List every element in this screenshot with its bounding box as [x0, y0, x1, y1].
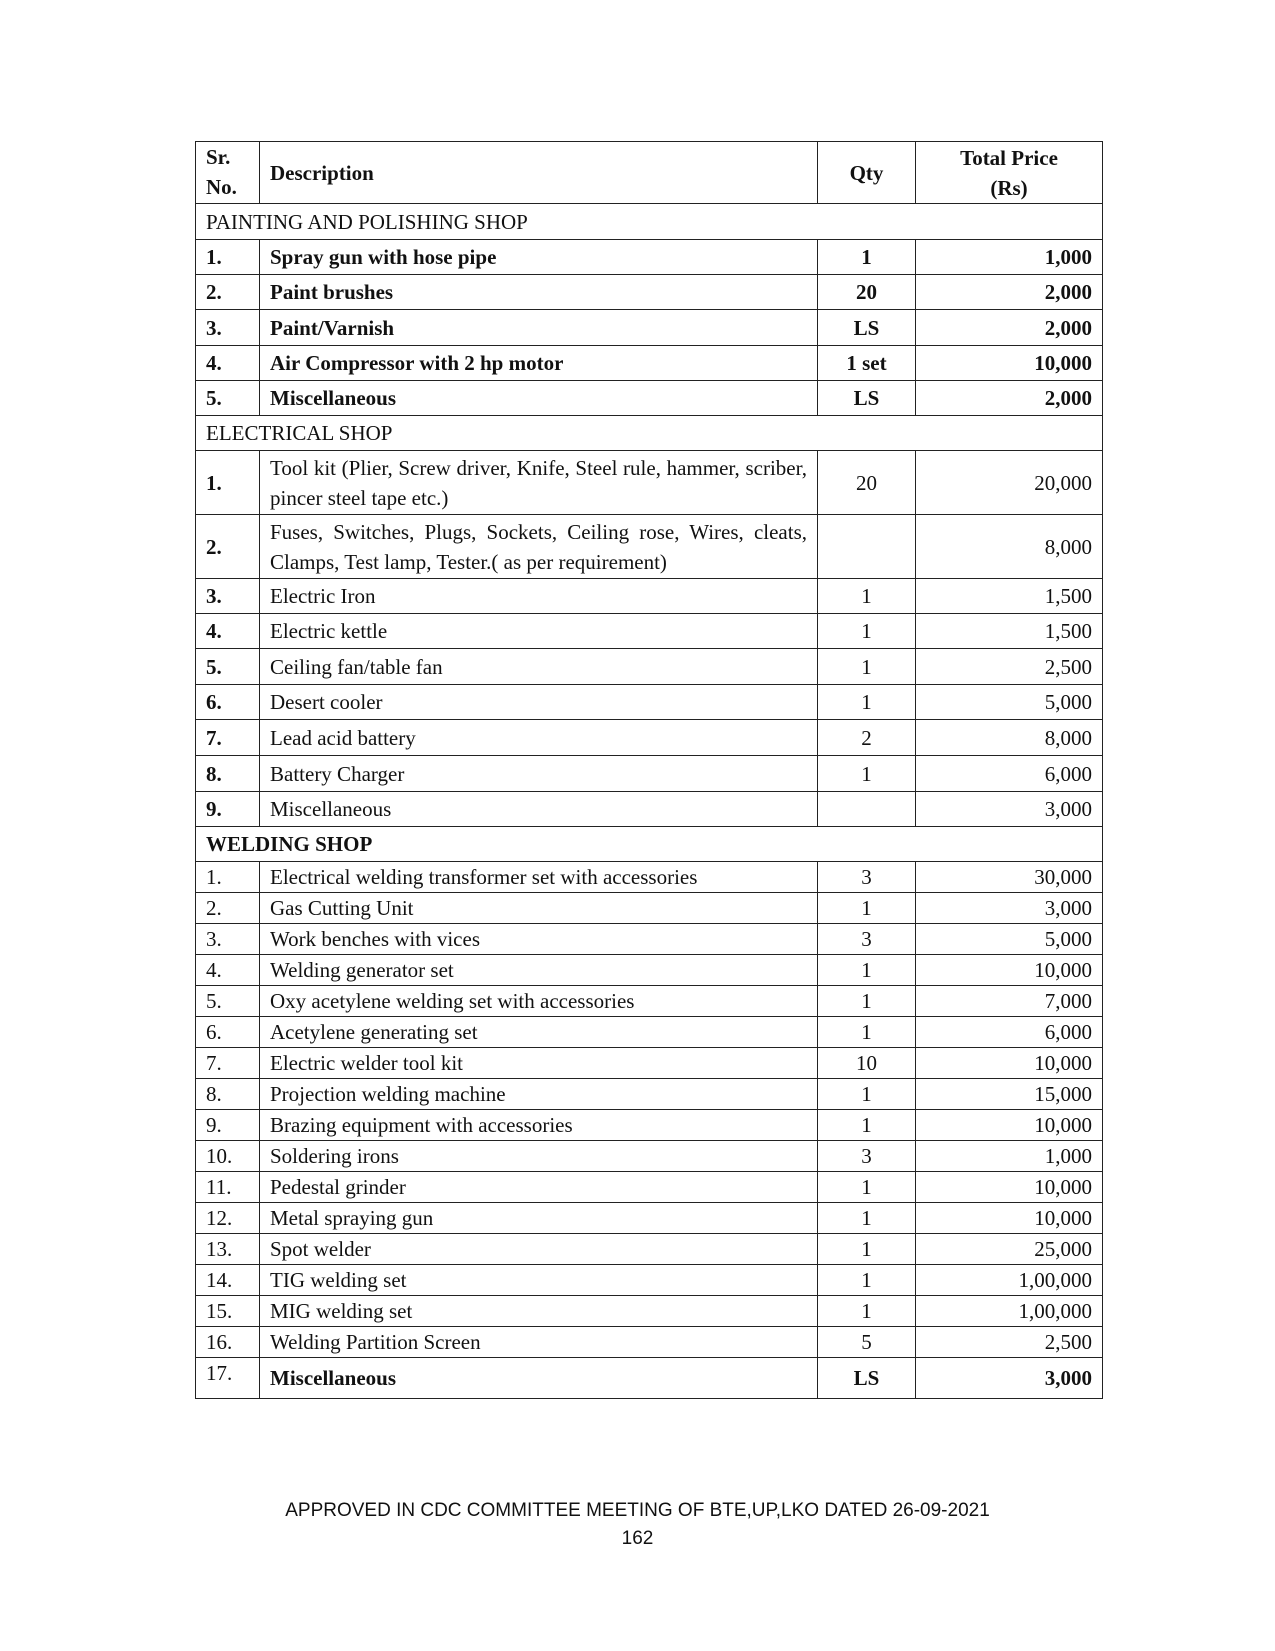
qty-cell: [818, 792, 916, 827]
qty-cell: 1: [818, 1234, 916, 1265]
price-cell: 15,000: [916, 1079, 1103, 1110]
table-row: [196, 515, 1103, 579]
sr-cell: 9.: [196, 1110, 260, 1141]
sr-cell: 7.: [196, 720, 260, 756]
description-cell: Soldering irons: [260, 1141, 818, 1172]
price-cell: 1,00,000: [916, 1296, 1103, 1327]
sr-cell: 4.: [196, 346, 260, 381]
price-cell: 7,000: [916, 986, 1103, 1017]
price-cell: 10,000: [916, 1048, 1103, 1079]
qty-cell: 1: [818, 649, 916, 685]
table-row: [196, 1017, 1103, 1048]
price-cell: 8,000: [916, 720, 1103, 756]
price-cell: 5,000: [916, 924, 1103, 955]
sr-cell: 2.: [196, 515, 260, 579]
table-row: [196, 346, 1103, 381]
qty-cell: 10: [818, 1048, 916, 1079]
description-cell: Gas Cutting Unit: [260, 893, 818, 924]
qty-cell: 20: [818, 275, 916, 310]
qty-cell: 1: [818, 1296, 916, 1327]
table-row: [196, 614, 1103, 649]
price-cell: 10,000: [916, 955, 1103, 986]
table-row: [196, 756, 1103, 792]
description-cell: Battery Charger: [260, 756, 818, 792]
price-cell: 2,000: [916, 381, 1103, 416]
description-cell: Oxy acetylene welding set with accessories: [260, 986, 818, 1017]
price-cell: 6,000: [916, 756, 1103, 792]
qty-cell: 1: [818, 1079, 916, 1110]
description-cell: Acetylene generating set: [260, 1017, 818, 1048]
table-row: [196, 862, 1103, 893]
description-cell: Miscellaneous: [260, 381, 818, 416]
description-cell: Brazing equipment with accessories: [260, 1110, 818, 1141]
table-row: [196, 1110, 1103, 1141]
description-cell: Electrical welding transformer set with accessories: [260, 862, 818, 893]
section-row: [196, 827, 1103, 862]
sr-cell: 15.: [196, 1296, 260, 1327]
welding-rows: [196, 862, 1103, 1399]
qty-header: Qty: [818, 142, 916, 204]
description-cell: Metal spraying gun: [260, 1203, 818, 1234]
sr-no-header-line1: Sr.: [206, 145, 231, 169]
price-cell: 2,000: [916, 310, 1103, 346]
description-cell: Paint/Varnish: [260, 310, 818, 346]
section-row: [196, 204, 1103, 240]
table-row: [196, 1079, 1103, 1110]
qty-cell: 2: [818, 720, 916, 756]
table-row: [196, 1234, 1103, 1265]
qty-cell: 1: [818, 955, 916, 986]
sr-cell: 1.: [196, 240, 260, 275]
qty-cell: 1: [818, 1110, 916, 1141]
total-price-header-line2: (Rs): [990, 175, 1028, 200]
sr-cell: 10.: [196, 1141, 260, 1172]
qty-cell: 3: [818, 924, 916, 955]
qty-cell: 1 set: [818, 346, 916, 381]
sr-cell: 11.: [196, 1172, 260, 1203]
table-row: [196, 1265, 1103, 1296]
table-row: [196, 1172, 1103, 1203]
table-row: [196, 893, 1103, 924]
qty-cell: 1: [818, 614, 916, 649]
table-row: [196, 685, 1103, 720]
qty-cell: 3: [818, 1141, 916, 1172]
sr-cell: 17.: [196, 1358, 260, 1399]
table-row: [196, 1296, 1103, 1327]
sr-cell: 12.: [196, 1203, 260, 1234]
section-title-painting: PAINTING AND POLISHING SHOP: [196, 204, 1103, 240]
price-cell: 30,000: [916, 862, 1103, 893]
sr-cell: 2.: [196, 893, 260, 924]
description-cell: MIG welding set: [260, 1296, 818, 1327]
sr-cell: 7.: [196, 1048, 260, 1079]
price-cell: 1,000: [916, 1141, 1103, 1172]
sr-cell: 3.: [196, 310, 260, 346]
table-row: [196, 720, 1103, 756]
price-cell: 10,000: [916, 1203, 1103, 1234]
table-row: [196, 310, 1103, 346]
description-cell: Paint brushes: [260, 275, 818, 310]
sr-cell: 1.: [196, 862, 260, 893]
description-cell: Spray gun with hose pipe: [260, 240, 818, 275]
sr-cell: 8.: [196, 1079, 260, 1110]
description-cell: Electric kettle: [260, 614, 818, 649]
price-cell: 1,000: [916, 240, 1103, 275]
sr-cell: 13.: [196, 1234, 260, 1265]
sr-cell: 5.: [196, 986, 260, 1017]
sr-no-header-line2: No.: [206, 175, 237, 199]
sr-cell: 4.: [196, 955, 260, 986]
sr-cell: 6.: [196, 1017, 260, 1048]
description-cell: Lead acid battery: [260, 720, 818, 756]
sr-cell: 9.: [196, 792, 260, 827]
price-cell: 3,000: [916, 1358, 1103, 1399]
section-title-electrical: ELECTRICAL SHOP: [196, 416, 1103, 451]
description-cell: Welding generator set: [260, 955, 818, 986]
sr-cell: 2.: [196, 275, 260, 310]
total-price-header-line1: Total Price: [960, 145, 1058, 170]
description-cell: Tool kit (Plier, Screw driver, Knife, Steel rule, hammer, scriber, pincer steel tape etc.): [260, 451, 818, 515]
qty-cell: 1: [818, 685, 916, 720]
sr-cell: 3.: [196, 579, 260, 614]
table-row: [196, 1048, 1103, 1079]
qty-cell: 20: [818, 451, 916, 515]
table-row: [196, 275, 1103, 310]
table-row: [196, 1203, 1103, 1234]
table-row: [196, 924, 1103, 955]
price-cell: 10,000: [916, 1110, 1103, 1141]
price-cell: 1,500: [916, 614, 1103, 649]
description-cell: Projection welding machine: [260, 1079, 818, 1110]
page-footer: [0, 1497, 1275, 1553]
qty-cell: LS: [818, 310, 916, 346]
qty-cell: 1: [818, 1172, 916, 1203]
equipment-table: [195, 141, 1103, 1399]
approval-note: APPROVED IN CDC COMMITTEE MEETING OF BTE,UP,LKO DATED 26-09-2021: [285, 1500, 990, 1521]
table-row: [196, 1327, 1103, 1358]
price-cell: 2,500: [916, 649, 1103, 685]
qty-cell: 3: [818, 862, 916, 893]
section-row: [196, 416, 1103, 451]
sr-no-header: [196, 142, 260, 204]
section-title-welding: WELDING SHOP: [196, 827, 1103, 862]
qty-cell: 1: [818, 1265, 916, 1296]
price-cell: 5,000: [916, 685, 1103, 720]
description-header: Description: [260, 142, 818, 204]
page-number: 162: [621, 1528, 654, 1549]
description-cell: Spot welder: [260, 1234, 818, 1265]
qty-cell: 1: [818, 1203, 916, 1234]
table-row: [196, 381, 1103, 416]
price-cell: 1,00,000: [916, 1265, 1103, 1296]
qty-cell: 1: [818, 240, 916, 275]
sr-cell: 14.: [196, 1265, 260, 1296]
table-row: [196, 240, 1103, 275]
description-cell: Electric welder tool kit: [260, 1048, 818, 1079]
description-cell: Ceiling fan/table fan: [260, 649, 818, 685]
total-price-header: [916, 142, 1103, 204]
qty-cell: LS: [818, 1358, 916, 1399]
table-row: [196, 1358, 1103, 1399]
table-header-row: [196, 142, 1103, 204]
price-cell: 10,000: [916, 346, 1103, 381]
qty-cell: [818, 515, 916, 579]
qty-cell: 1: [818, 579, 916, 614]
price-cell: 25,000: [916, 1234, 1103, 1265]
price-cell: 8,000: [916, 515, 1103, 579]
qty-cell: 1: [818, 756, 916, 792]
price-cell: 1,500: [916, 579, 1103, 614]
description-cell: Electric Iron: [260, 579, 818, 614]
price-cell: 3,000: [916, 792, 1103, 827]
sr-cell: 1.: [196, 451, 260, 515]
table-row: [196, 579, 1103, 614]
description-cell: TIG welding set: [260, 1265, 818, 1296]
price-cell: 2,500: [916, 1327, 1103, 1358]
sr-cell: 5.: [196, 649, 260, 685]
sr-cell: 8.: [196, 756, 260, 792]
price-cell: 6,000: [916, 1017, 1103, 1048]
sr-cell: 16.: [196, 1327, 260, 1358]
table-row: [196, 986, 1103, 1017]
price-cell: 2,000: [916, 275, 1103, 310]
qty-cell: 1: [818, 893, 916, 924]
description-cell: Fuses, Switches, Plugs, Sockets, Ceiling rose, Wires, cleats, Clamps, Test lamp, Tester.( as per requirement): [260, 515, 818, 579]
description-cell: Miscellaneous: [260, 792, 818, 827]
sr-cell: 3.: [196, 924, 260, 955]
price-cell: 20,000: [916, 451, 1103, 515]
table-row: [196, 649, 1103, 685]
table-row: [196, 451, 1103, 515]
description-cell: Air Compressor with 2 hp motor: [260, 346, 818, 381]
table-row: [196, 792, 1103, 827]
sr-cell: 6.: [196, 685, 260, 720]
table-row: [196, 955, 1103, 986]
description-cell: Work benches with vices: [260, 924, 818, 955]
description-cell: Pedestal grinder: [260, 1172, 818, 1203]
qty-cell: 5: [818, 1327, 916, 1358]
qty-cell: 1: [818, 986, 916, 1017]
sr-cell: 4.: [196, 614, 260, 649]
table-row: [196, 1141, 1103, 1172]
description-cell: Welding Partition Screen: [260, 1327, 818, 1358]
qty-cell: LS: [818, 381, 916, 416]
price-cell: 10,000: [916, 1172, 1103, 1203]
price-cell: 3,000: [916, 893, 1103, 924]
sr-cell: 5.: [196, 381, 260, 416]
qty-cell: 1: [818, 1017, 916, 1048]
description-cell: Desert cooler: [260, 685, 818, 720]
description-cell: Miscellaneous: [260, 1358, 818, 1399]
